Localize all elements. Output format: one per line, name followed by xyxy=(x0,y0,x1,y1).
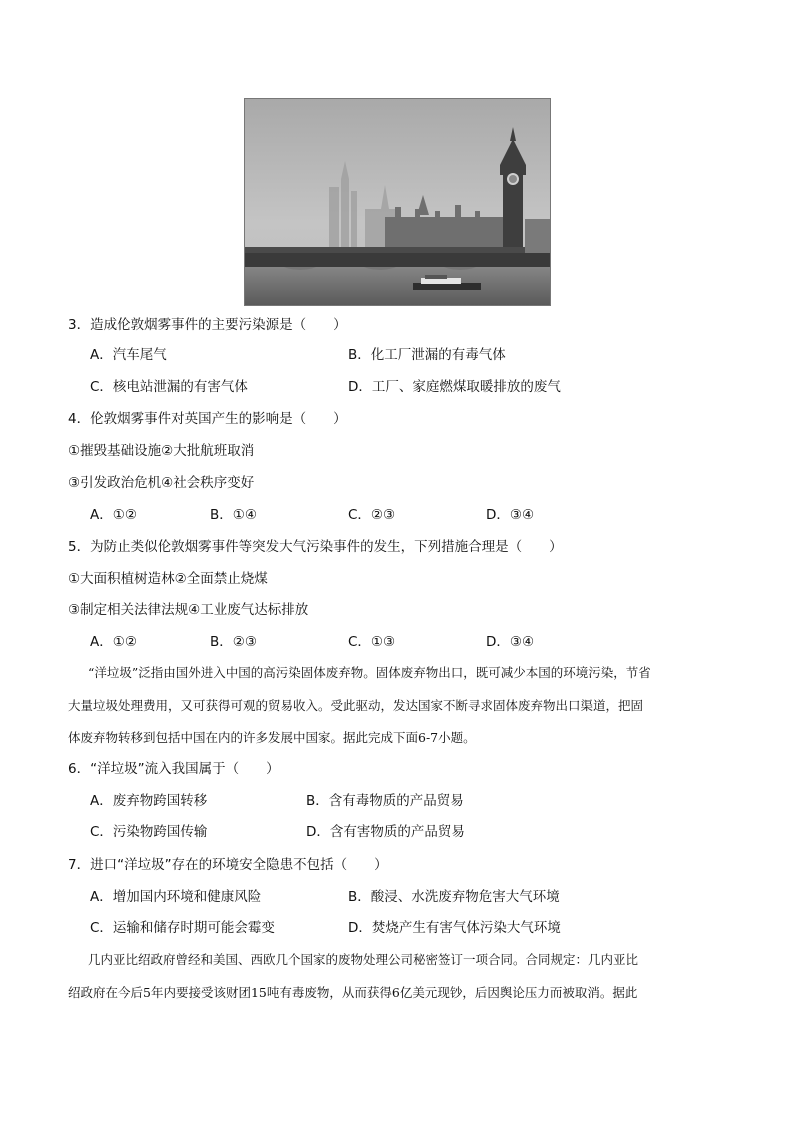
q6-option-a: A．废弃物跨国转移 xyxy=(90,793,208,809)
q5-option-a: A．①② xyxy=(90,634,137,650)
q5-option-b: B．②③ xyxy=(210,634,257,650)
q4-item-line-2: ③引发政治危机④社会秩序变好 xyxy=(68,475,255,491)
q5-item-line-2: ③制定相关法律法规④工业废气达标排放 xyxy=(68,602,309,618)
q5-item-line-1: ①大面积植树造林②全面禁止烧煤 xyxy=(68,571,268,587)
q7-option-d: D．焚烧产生有害气体污染大气环境 xyxy=(348,920,561,936)
q3-option-d: D．工厂、家庭燃煤取暖排放的废气 xyxy=(348,379,561,395)
q7-option-b: B．酸浸、水洗废弃物危害大气环境 xyxy=(348,889,560,905)
q5-option-c: C．①③ xyxy=(348,634,396,650)
q6-option-b: B．含有毒物质的产品贸易 xyxy=(306,793,464,809)
q7-option-c: C．运输和储存时期可能会霉变 xyxy=(90,920,275,936)
q4-option-d: D．③④ xyxy=(486,507,535,523)
question-4-stem: 4．伦敦烟雾事件对英国产生的影响是（ ） xyxy=(68,411,347,427)
q4-item-line-1: ①摧毁基础设施②大批航班取消 xyxy=(68,443,255,459)
passage-2-line-1: 几内亚比绍政府曾经和美国、西欧几个国家的废物处理公司秘密签订一项合同。合同规定：几内亚比 xyxy=(88,952,639,967)
london-smog-photo xyxy=(244,98,551,306)
q7-option-a: A．增加国内环境和健康风险 xyxy=(90,889,262,905)
question-6-stem: 6．“洋垃圾”流入我国属于（ ） xyxy=(68,761,280,777)
question-7-stem: 7．进口“洋垃圾”存在的环境安全隐患不包括（ ） xyxy=(68,857,388,873)
q3-option-b: B．化工厂泄漏的有毒气体 xyxy=(348,347,506,363)
passage-1-line-3: 体废弃物转移到包括中国在内的许多发展中国家。据此完成下面6-7小题。 xyxy=(68,730,476,745)
q4-option-b: B．①④ xyxy=(210,507,257,523)
passage-1-line-1: “洋垃圾”泛指由国外进入中国的高污染固体废弃物。固体废弃物出口，既可减少本国的环境污染，节省 xyxy=(88,665,651,680)
q3-option-c: C．核电站泄漏的有害气体 xyxy=(90,379,248,395)
q3-option-a: A．汽车尾气 xyxy=(90,347,167,363)
q5-option-d: D．③④ xyxy=(486,634,535,650)
q6-option-d: D．含有害物质的产品贸易 xyxy=(306,824,465,840)
question-3-stem: 3．造成伦敦烟雾事件的主要污染源是（ ） xyxy=(68,317,347,333)
q6-option-c: C．污染物跨国传输 xyxy=(90,824,208,840)
q4-option-c: C．②③ xyxy=(348,507,396,523)
q4-option-a: A．①② xyxy=(90,507,137,523)
passage-2-line-2: 绍政府在今后5年内要接受该财团15吨有毒废物，从而获得6亿美元现钞，后因舆论压力而被取消。据此 xyxy=(68,985,638,1000)
passage-1-line-2: 大量垃圾处理费用，又可获得可观的贸易收入。受此驱动，发达国家不断寻求固体废弃物出口渠道，把固 xyxy=(68,698,644,713)
question-5-stem: 5．为防止类似伦敦烟雾事件等突发大气污染事件的发生，下列措施合理是（ ） xyxy=(68,539,563,555)
